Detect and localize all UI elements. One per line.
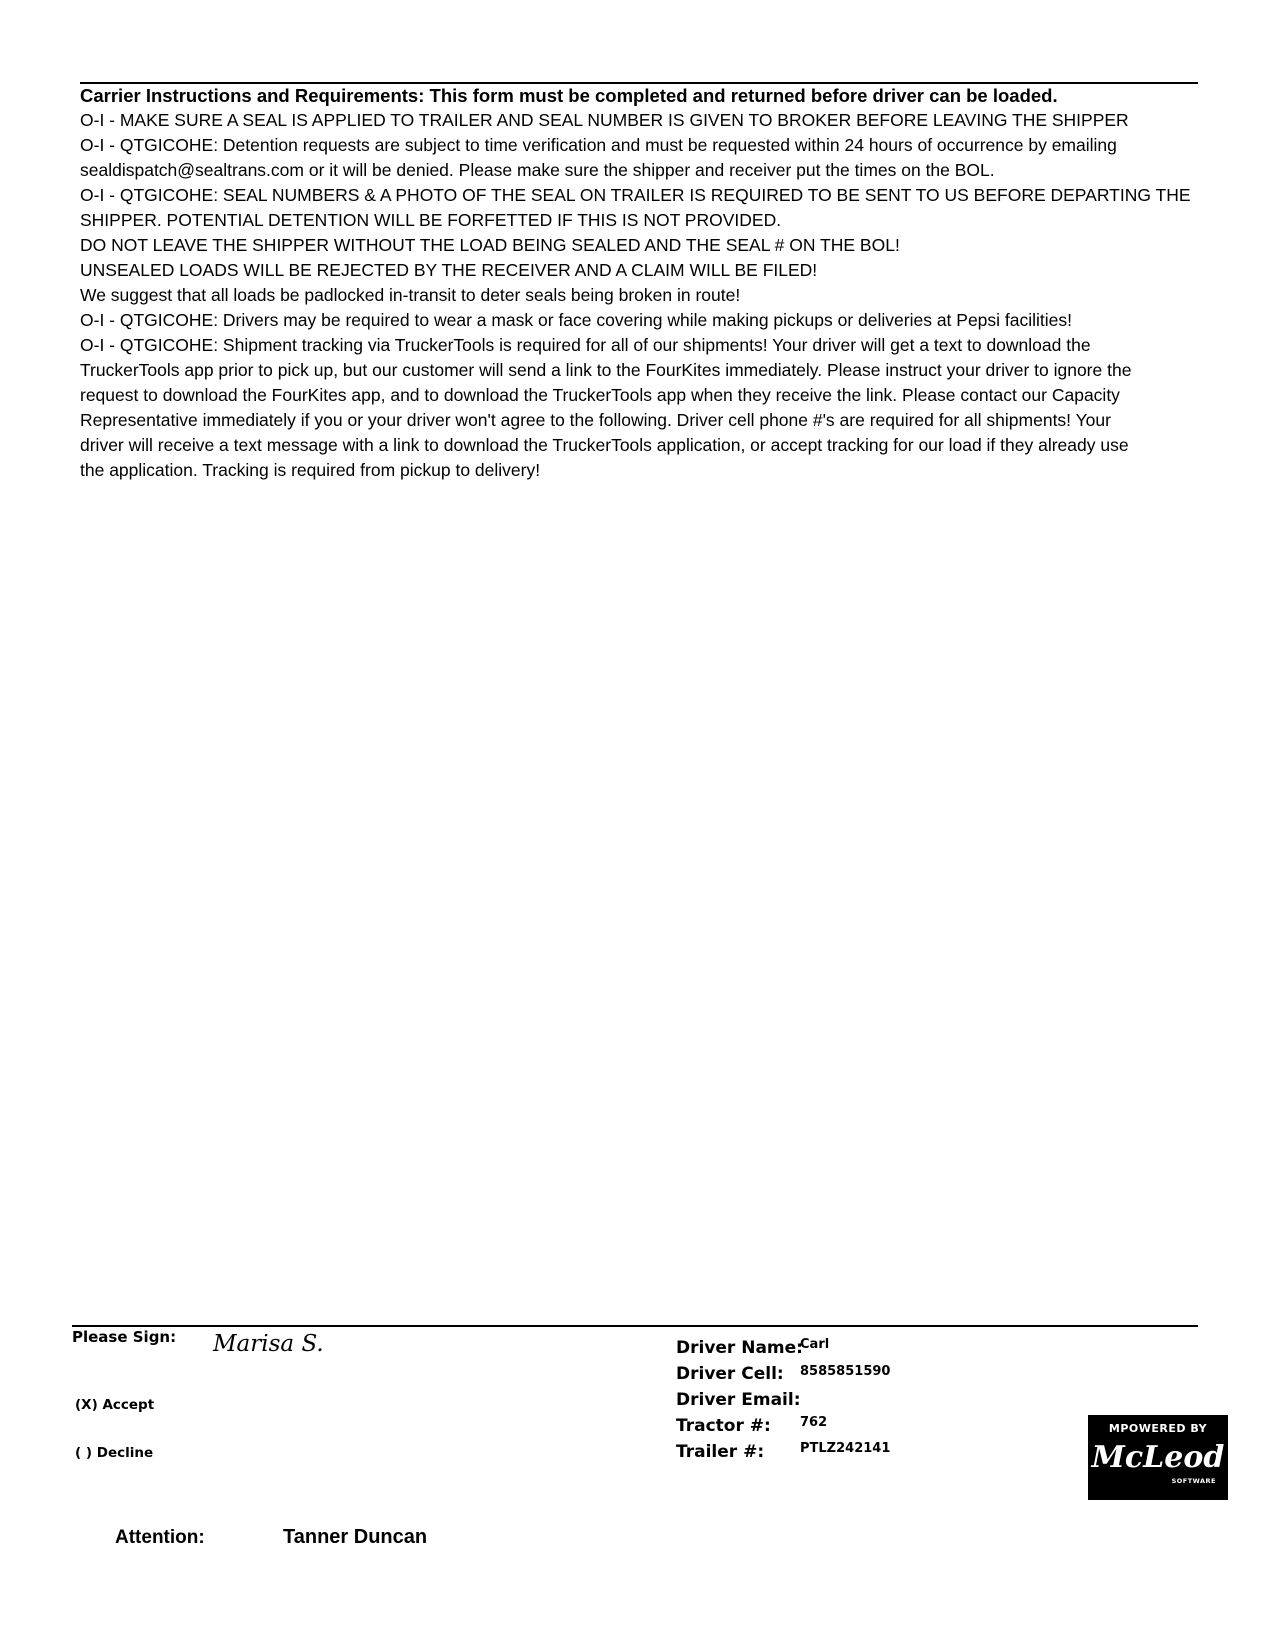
instruction-do-not-leave: DO NOT LEAVE THE SHIPPER WITHOUT THE LOAD BEING SEALED AND THE SEAL # ON THE BOL! — [80, 235, 900, 255]
trailer-value[interactable]: PTLZ242141 — [800, 1441, 891, 1456]
instruction-tracking: O-I - QTGICOHE: Shipment tracking via TruckerTools is required for all of our shipments! Your driver will get a text to download the TruckerTools app prior to pick up, but our customer will send a link to the FourKites immediately. Please instruct your driver to ignore the request to download the FourKites app, and to download the TruckerTools app when they receive the link. Please contact our Capacity Representative immediately if you or your driver won't agree to the following. Driver cell phone #'s are required for all shipments! Your driver will receive a text message with a link to download the TruckerTools application, or accept tracking for our load if they already use the application. Tracking is required from pickup to delivery! — [80, 335, 1132, 480]
mcleod-logo — [1088, 1415, 1228, 1500]
tractor-label: Tractor #: — [676, 1416, 771, 1436]
instruction-mask: O-I - QTGICOHE: Drivers may be required to wear a mask or face covering while making pickups or deliveries at Pepsi facilities! — [80, 310, 1073, 330]
logo-powered-by: MPOWERED BY — [1108, 1422, 1208, 1435]
decline-option[interactable]: ( ) Decline — [75, 1445, 154, 1461]
tractor-value[interactable]: 762 — [800, 1415, 828, 1430]
instruction-detention: O-I - QTGICOHE: Detention requests are subject to time verification and must be requested within 24 hours of occurrence by emailing sealdispatch@sealtrans.com or it will be denied. Please make sure the shipper and receiver put the times on the BOL. — [80, 135, 1117, 180]
attention-label: Attention: — [115, 1527, 205, 1548]
trailer-label: Trailer #: — [676, 1442, 765, 1462]
attention-value: Tanner Duncan — [283, 1526, 428, 1548]
driver-name-value[interactable]: Carl — [800, 1337, 830, 1352]
driver-cell-value[interactable]: 8585851590 — [800, 1364, 891, 1379]
signature-divider — [72, 1325, 1198, 1327]
driver-name-label: Driver Name: — [676, 1338, 803, 1358]
please-sign-label: Please Sign: — [72, 1328, 177, 1346]
logo-brand: McLeod — [1091, 1440, 1225, 1475]
accept-option[interactable]: (X) Accept — [75, 1397, 155, 1413]
instruction-seal: O-I - MAKE SURE A SEAL IS APPLIED TO TRAILER AND SEAL NUMBER IS GIVEN TO BROKER BEFORE LEAVING THE SHIPPER — [80, 110, 1129, 130]
instruction-padlock: We suggest that all loads be padlocked in-transit to deter seals being broken in route! — [80, 285, 741, 305]
logo-software: SOFTWARE — [1171, 1477, 1216, 1485]
instruction-unsealed: UNSEALED LOADS WILL BE REJECTED BY THE RECEIVER AND A CLAIM WILL BE FILED! — [80, 260, 818, 280]
driver-email-label: Driver Email: — [676, 1390, 801, 1410]
instruction-seal-photo: O-I - QTGICOHE: SEAL NUMBERS & A PHOTO OF THE SEAL ON TRAILER IS REQUIRED TO BE SENT TO US BEFORE DEPARTING THE SHIPPER. POTENTIAL DETENTION WILL BE FORFETTED IF THIS IS NOT PROVIDED. — [80, 185, 1191, 230]
instructions-heading: Carrier Instructions and Requirements: This form must be completed and returned before driver can be loaded. — [80, 85, 1058, 106]
carrier-instructions — [80, 84, 1205, 483]
driver-cell-label: Driver Cell: — [676, 1364, 784, 1384]
signature-value[interactable]: Marisa S. — [213, 1331, 324, 1357]
